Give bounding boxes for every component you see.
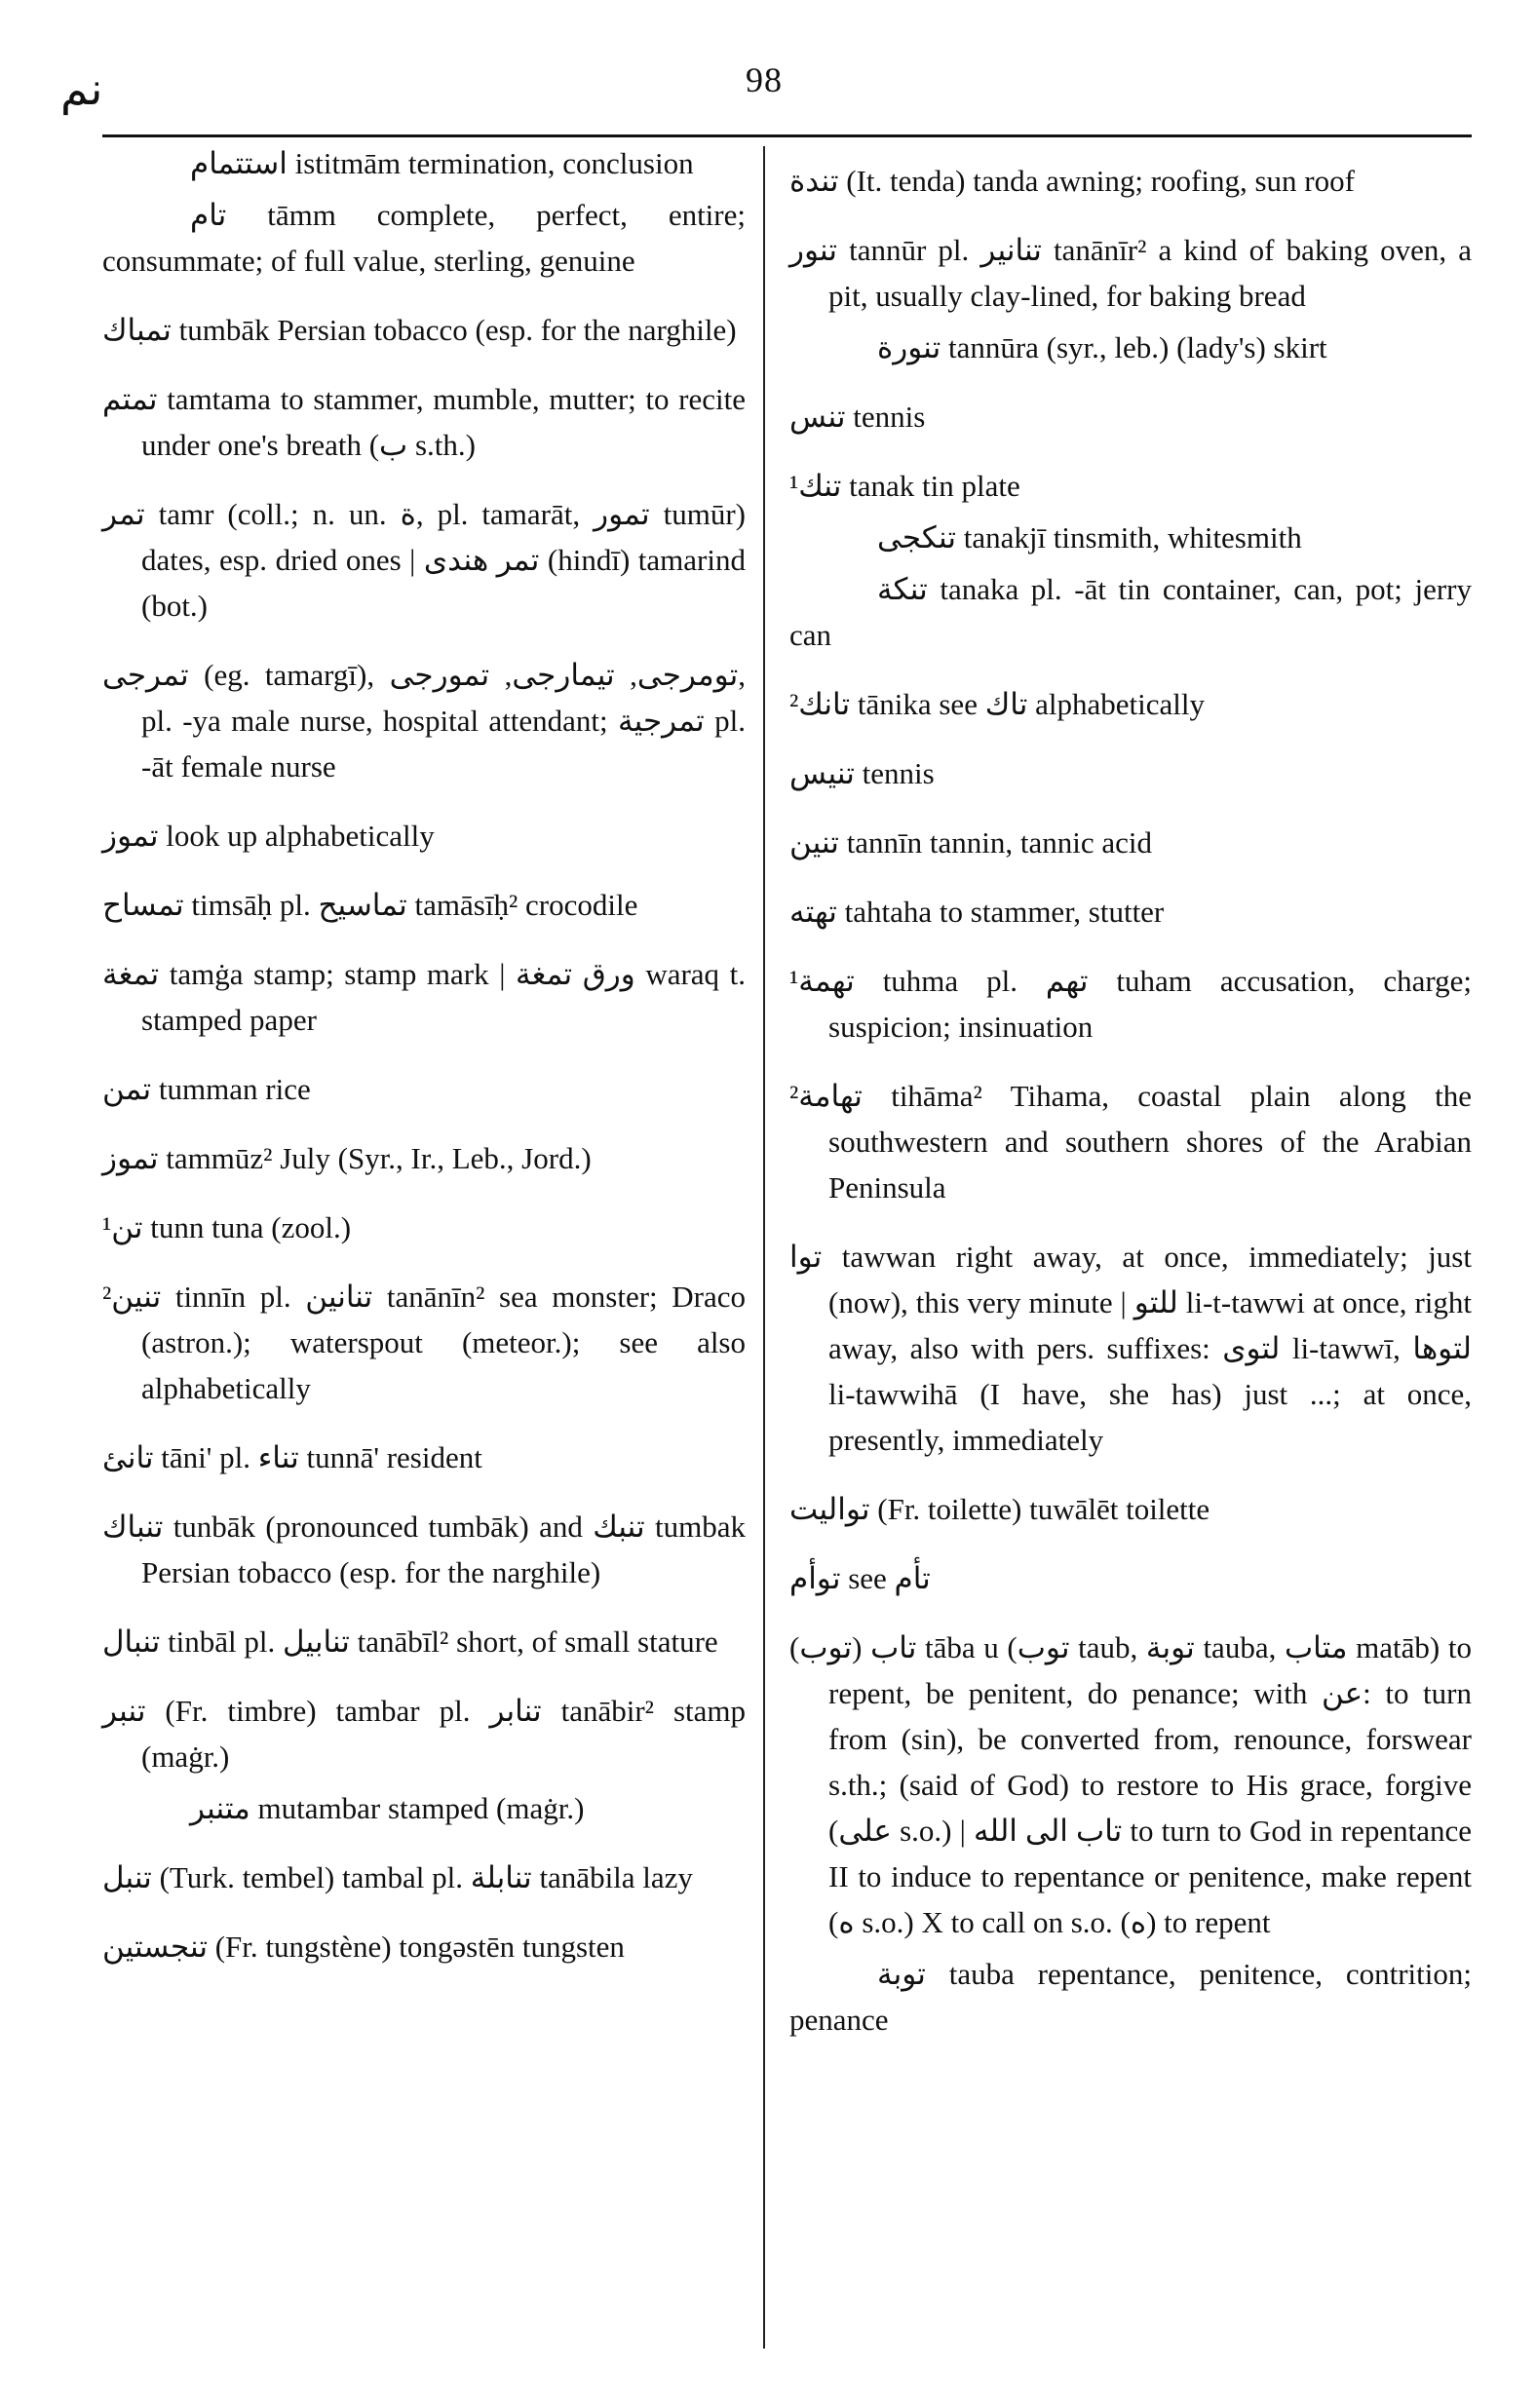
right-column (789, 158, 1472, 2066)
dictionary-entry: تواليت (Fr. toilette) tuwālēt toilette (789, 1492, 1210, 1526)
dictionary-entry: تنجستين (Fr. tungstène) tongəstēn tungsten (102, 1930, 625, 1964)
dictionary-entry: تاب (توب) tāba u (توب taub, توبة tauba, متاب matāb) to repent, be penitent, do penance; with عن: to turn from (sin), be converted from, renounce, forswear s.th.; (said of God) to restore to His grace, forgive (على s.o.) | تاب الى الله to turn to God in repentance II to induce to repentance or penitence, make repent (ه s.o.) X to call on s.o. (ه) to repent (789, 1630, 1472, 1939)
dictionary-entry: تنبل (Turk. tembel) tambal pl. تنابلة tanābila lazy (102, 1860, 693, 1894)
left-column (102, 146, 747, 1993)
dictionary-entry: تمرجى (eg. tamargī), تومرجى, تيمارجى, تمورجى, pl. -ya male nurse, hospital attendant; تمرجية pl. -āt female nurse (102, 658, 746, 784)
dictionary-entry: تنباك tunbāk (pronounced tumbāk) and تنبك tumbak Persian tobacco (esp. for the narghile) (102, 1510, 746, 1589)
dictionary-entry: تانئ tāni' pl. تناء tunnā' resident (102, 1440, 482, 1474)
dictionary-entry: تنكة tanaka pl. -āt tin container, can, pot; jerry can (789, 572, 1472, 652)
dictionary-entry: توبة tauba repentance, penitence, contrition; penance (789, 1957, 1472, 2037)
dictionary-entry: ¹تنك tanak tin plate (789, 469, 1020, 503)
dictionary-entry: تنورة tannūra (syr., leb.) (lady's) skirt (877, 330, 1327, 364)
page-number: 98 (746, 60, 783, 99)
dictionary-entry: تمساح timsāḥ pl. تماسيح tamāsīḥ² crocodile (102, 888, 638, 922)
dictionary-entry: تنس tennis (789, 400, 926, 434)
dictionary-entry: توا tawwan right away, at once, immediately; just (now), this very minute | للتو li-t-tawwi at once, right away, also with pers. suffixes: لتوى li-tawwī, لتوها li-tawwihā (I have, she has) just ...; at once, presently, immediately (789, 1240, 1472, 1457)
dictionary-entry: تموز tammūz² July (Syr., Ir., Leb., Jord.) (102, 1141, 592, 1175)
dictionary-entry: تنين tannīn tannin, tannic acid (789, 825, 1153, 860)
dictionary-entry: ²تهامة tihāma² Tihama, coastal plain along the southwestern and southern shores of the Arabian Peninsula (789, 1079, 1472, 1204)
dictionary-entry: تنور tannūr pl. تنانير tanānīr² a kind of baking oven, a pit, usually clay-lined, for baking bread (789, 233, 1472, 313)
dictionary-entry: تنيس tennis (789, 756, 935, 790)
dictionary-entry: تام tāmm complete, perfect, entire; consummate; of full value, sterling, genuine (102, 198, 746, 278)
column-divider (763, 146, 765, 2349)
header-arabic-word: نم (60, 62, 103, 115)
dictionary-entry: تمر tamr (coll.; n. un. ة, pl. tamarāt, تمور tumūr) dates, esp. dried ones | تمر هندى (hindī) tamarind (bot.) (102, 497, 746, 623)
dictionary-entry: ¹تن tunn tuna (zool.) (102, 1210, 352, 1244)
dictionary-entry: تمغة tamġa stamp; stamp mark | ورق تمغة waraq t. stamped paper (102, 957, 747, 1037)
dictionary-entry: استتمام istitmām termination, conclusion (190, 146, 694, 180)
dictionary-entry: متنبر mutambar stamped (maġr.) (190, 1791, 585, 1825)
dictionary-entry: تندة (It. tenda) tanda awning; roofing, sun roof (789, 164, 1355, 198)
dictionary-entry: ²تنين tinnīn pl. تنانين tanānīn² sea monster; Draco (astron.); waterspout (meteor.); see also alphabetically (102, 1280, 747, 1405)
dictionary-entry: تنبال tinbāl pl. تنابيل tanābīl² short, of small stature (102, 1624, 718, 1659)
dictionary-entry: ²تانك tānika see تاك alphabetically (789, 687, 1205, 721)
dictionary-entry: ¹تهمة tuhma pl. تهم tuham accusation, charge; suspicion; insinuation (789, 964, 1472, 1044)
header-rule (102, 134, 1472, 137)
dictionary-entry: تمن tumman rice (102, 1072, 311, 1106)
dictionary-entry: توأم see تأم (789, 1561, 931, 1595)
dictionary-entry: تنكجى tanakjī tinsmith, whitesmith (877, 520, 1302, 554)
dictionary-entry: تمتم tamtama to stammer, mumble, mutter; to recite under one's breath (ب s.th.) (102, 382, 746, 462)
dictionary-entry: تنبر (Fr. timbre) tambar pl. تنابر tanābir² stamp (maġr.) (102, 1694, 746, 1774)
dictionary-entry: تهته tahtaha to stammer, stutter (789, 895, 1165, 929)
dictionary-entry: تمباك tumbāk Persian tobacco (esp. for the narghile) (102, 313, 737, 347)
dictionary-entry: تموز look up alphabetically (102, 819, 435, 853)
